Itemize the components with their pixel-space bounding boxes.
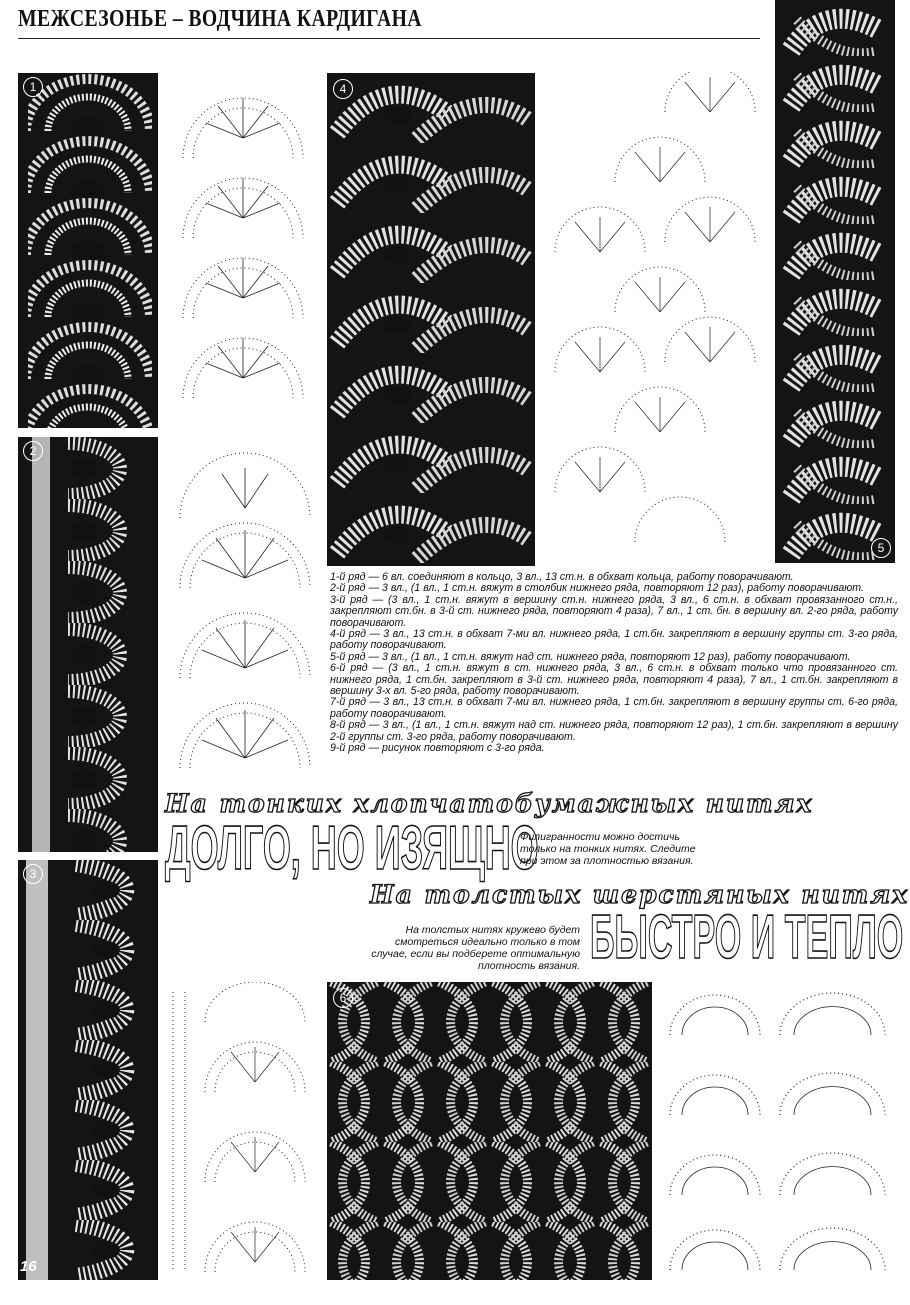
crochet-diagram-3 <box>165 982 315 1280</box>
instruction-row-2: 2-й ряд — 3 вл., (1 вл., 1 ст.н. вяжут в столбик нижнего ряда, повторяют 12 раз), работу поворачивают. <box>330 582 864 595</box>
photo-number-4: 4 <box>333 79 353 99</box>
page-header-title: МЕЖСЕЗОНЬЕ – ВОДЧИНА КАРДИГАНА <box>18 6 422 32</box>
instruction-row-7: 7-й ряд — 3 вл., 13 ст.н. в обхват 7-ми вл. нижнего ряда, 1 ст.бн. закрепляют в вершину группы ст. 6-го ряда, работу поворачивают. <box>330 696 898 720</box>
lace-pattern-2 <box>18 437 158 852</box>
instruction-row-9: 9-й ряд — рисунок повторяют с 3-го ряда. <box>330 742 545 755</box>
instruction-row-8: 8-й ряд — 3 вл., (1 вл., 1 ст.н. вяжут над ст. нижнего ряда, повторяют 12 раз), 1 ст.бн. закрепляют в вершину 2-й группы ст. 3-го ряда, работу поворачивают. <box>330 719 898 743</box>
section2-title: БЫСТРО И ТЕПЛО <box>590 903 904 972</box>
lace-photo-5 <box>775 0 895 563</box>
section2-note: На толстых нитях кружево будет смотреться идеально только в том случае, если вы подберете оптимальную плотность вязания. <box>371 924 580 972</box>
crochet-diagram-4 <box>545 72 770 557</box>
photo-number-3: 3 <box>23 864 43 884</box>
lace-pattern-1 <box>18 73 158 428</box>
section2-script-heading: На толстых шерстяных нитях <box>370 880 910 909</box>
lace-pattern-5 <box>775 0 895 563</box>
section1-title: ДОЛГО, НО ИЗЯЩНО <box>165 814 539 883</box>
lace-pattern-3 <box>18 860 158 1280</box>
row-instructions <box>330 572 898 755</box>
lace-pattern-4 <box>327 73 535 566</box>
crochet-diagram-2 <box>170 448 320 776</box>
instruction-row-1: 1-й ряд — 6 вл. соединяют в кольцо, 3 вл., 13 ст.н. в обхват кольца, работу поворачивают. <box>330 571 794 583</box>
instruction-row-3: 3-й ряд — (3 вл., 1 ст.н. вяжут в вершину ст.н. нижнего ряда, 3 вл., 6 ст.н. в обхват провязанного ст.н., закрепляют ст.бн. в 3-й ст. нижнего ряда, повторяют 4 раза), 7 вл., 1 ст. бн. в вершину вл. 2-го ряда, работу поворачивают. <box>330 593 898 629</box>
photo-number-1: 1 <box>23 77 43 97</box>
lace-photo-3 <box>18 860 158 1280</box>
photo-number-5: 5 <box>871 538 891 558</box>
instruction-row-6: 6-й ряд — (3 вл., 1 ст.н. вяжут в ст. нижнего ряда, 3 вл., 6 ст.н. в обхват только что провязанного ст. нижнего ряда, 1 ст.бн. закрепляют в 3-й ст. нижнего ряда, повторяют 4 раза), 7 вл., 1 ст.бн. закрепляют в вершину 3-х вл. 5-го ряда, работу поворачивают. <box>330 662 898 698</box>
crochet-diagram-6 <box>660 985 895 1280</box>
page-number: 16 <box>20 1258 37 1275</box>
header-rule <box>18 38 760 39</box>
lace-photo-2 <box>18 437 158 852</box>
lace-photo-6 <box>327 982 652 1280</box>
section1-script-heading: На тонких хлопчатобумажных нитях <box>165 789 814 818</box>
instruction-row-5: 5-й ряд — 3 вл., (1 вл., 1 ст.н. вяжут над ст. нижнего ряда, повторяют 12 раз), работу поворачивают. <box>330 650 851 663</box>
section1-note: Филигранности можно достичь только на тонких нитях. Следите при этом за плотностью вязания. <box>520 831 696 867</box>
lace-photo-4 <box>327 73 535 566</box>
photo-number-6: 6 <box>333 988 353 1008</box>
crochet-diagram-1 <box>168 78 318 400</box>
instruction-row-4: 4-й ряд — 3 вл., 13 ст.н. в обхват 7-ми вл. нижнего ряда, 1 ст.бн. закрепляют в вершину группы ст. 3-го ряда, работу поворачивают. <box>330 628 898 652</box>
photo-number-2: 2 <box>23 441 43 461</box>
lace-pattern-6 <box>327 982 652 1280</box>
lace-photo-1 <box>18 73 158 428</box>
